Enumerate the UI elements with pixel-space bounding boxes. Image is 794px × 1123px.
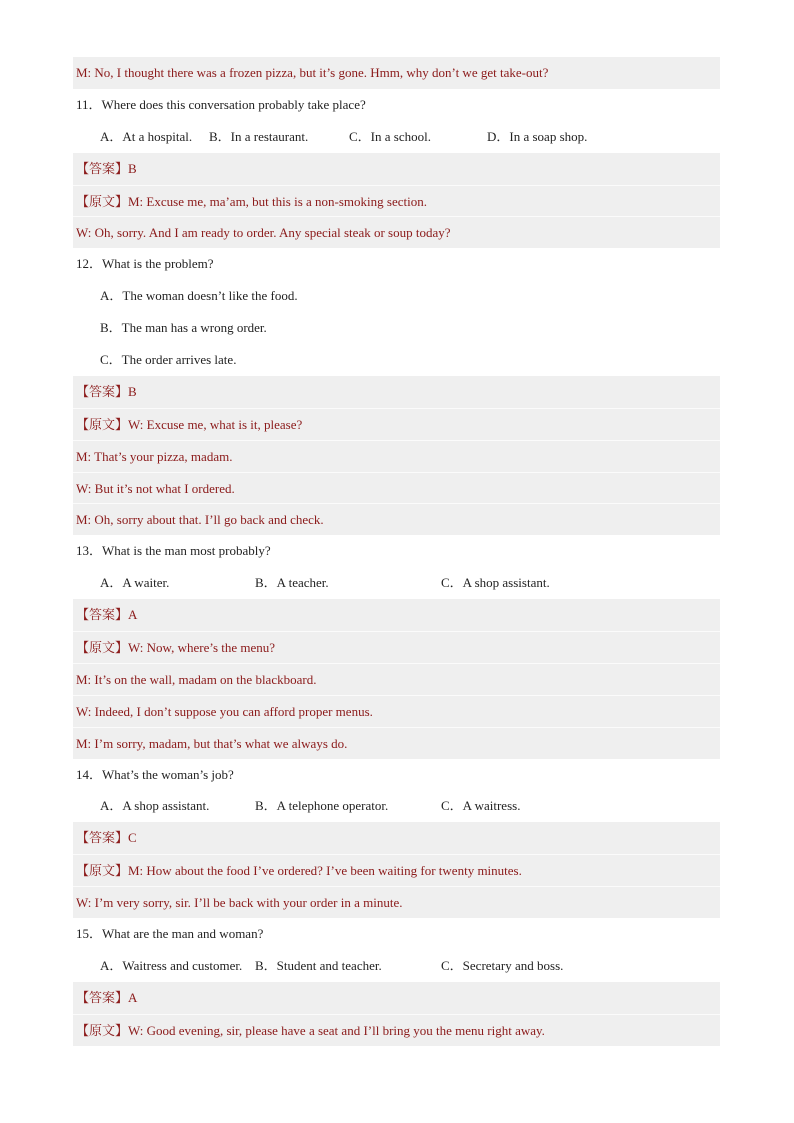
options-row: [73, 567, 720, 599]
transcript-line: M: No, I thought there was a frozen pizza, but it’s gone. Hmm, why don’t we get take-out?: [73, 57, 720, 89]
question-text: 15．What are the man and woman?: [76, 926, 264, 942]
option-item: D．In a soap shop.: [487, 128, 588, 144]
question-text: 13．What is the man most probably?: [76, 543, 271, 559]
question-text: 12．What is the problem?: [76, 256, 214, 272]
option-item: B．A telephone operator.: [255, 798, 389, 814]
option-item: C．A waitress.: [441, 798, 521, 814]
transcript-start-line: 【原文】W: Excuse me, what is it, please?: [73, 408, 720, 440]
option-item: C．Secretary and boss.: [441, 957, 564, 973]
transcript-start-line: 【原文】M: How about the food I’ve ordered? I’ve been waiting for twenty minutes.: [73, 854, 720, 886]
transcript-line: M: Oh, sorry about that. I’ll go back and check.: [73, 503, 720, 535]
options-row: [73, 790, 720, 822]
transcript-start-line: 【原文】M: Excuse me, ma’am, but this is a non-smoking section.: [73, 185, 720, 217]
question-text: 14．What’s the woman’s job?: [76, 766, 234, 782]
transcript-line: M: I’m sorry, madam, but that’s what we always do.: [73, 727, 720, 759]
option-item: B．The man has a wrong order.: [100, 320, 267, 336]
answer-line: 【答案】B: [73, 153, 720, 185]
answer-line: 【答案】B: [73, 376, 720, 408]
transcript-start-line: 【原文】W: Now, where’s the menu?: [73, 631, 720, 663]
option-item: C．In a school.: [349, 128, 431, 144]
option-item: B．A teacher.: [255, 575, 329, 591]
answer-line: 【答案】C: [73, 822, 720, 854]
option-item: A．The woman doesn’t like the food.: [100, 288, 298, 304]
option-item: A．At a hospital.: [100, 128, 193, 144]
transcript-start-line: 【原文】W: Good evening, sir, please have a seat and I’ll bring you the menu right away.: [73, 1014, 720, 1046]
option-item: B．Student and teacher.: [255, 957, 382, 973]
option-item: A．Waitress and customer.: [100, 957, 243, 973]
option-item: C．The order arrives late.: [100, 352, 237, 368]
option-item: A．A shop assistant.: [100, 798, 210, 814]
option-item: A．A waiter.: [100, 575, 170, 591]
transcript-line: M: It’s on the wall, madam on the blackboard.: [73, 663, 720, 695]
transcript-line: W: Indeed, I don’t suppose you can afford proper menus.: [73, 695, 720, 727]
transcript-line: W: Oh, sorry. And I am ready to order. Any special steak or soup today?: [73, 216, 720, 248]
answer-line: 【答案】A: [73, 982, 720, 1014]
option-item: C．A shop assistant.: [441, 575, 550, 591]
option-item: B．In a restaurant.: [209, 128, 309, 144]
options-row: [73, 950, 720, 982]
transcript-line: M: That’s your pizza, madam.: [73, 440, 720, 472]
document-body: [73, 57, 720, 1046]
answer-line: 【答案】A: [73, 599, 720, 631]
options-row: [73, 121, 720, 153]
question-text: 11．Where does this conversation probably take place?: [76, 96, 366, 112]
transcript-line: W: But it’s not what I ordered.: [73, 472, 720, 504]
transcript-line: W: I’m very sorry, sir. I’ll be back with your order in a minute.: [73, 886, 720, 918]
